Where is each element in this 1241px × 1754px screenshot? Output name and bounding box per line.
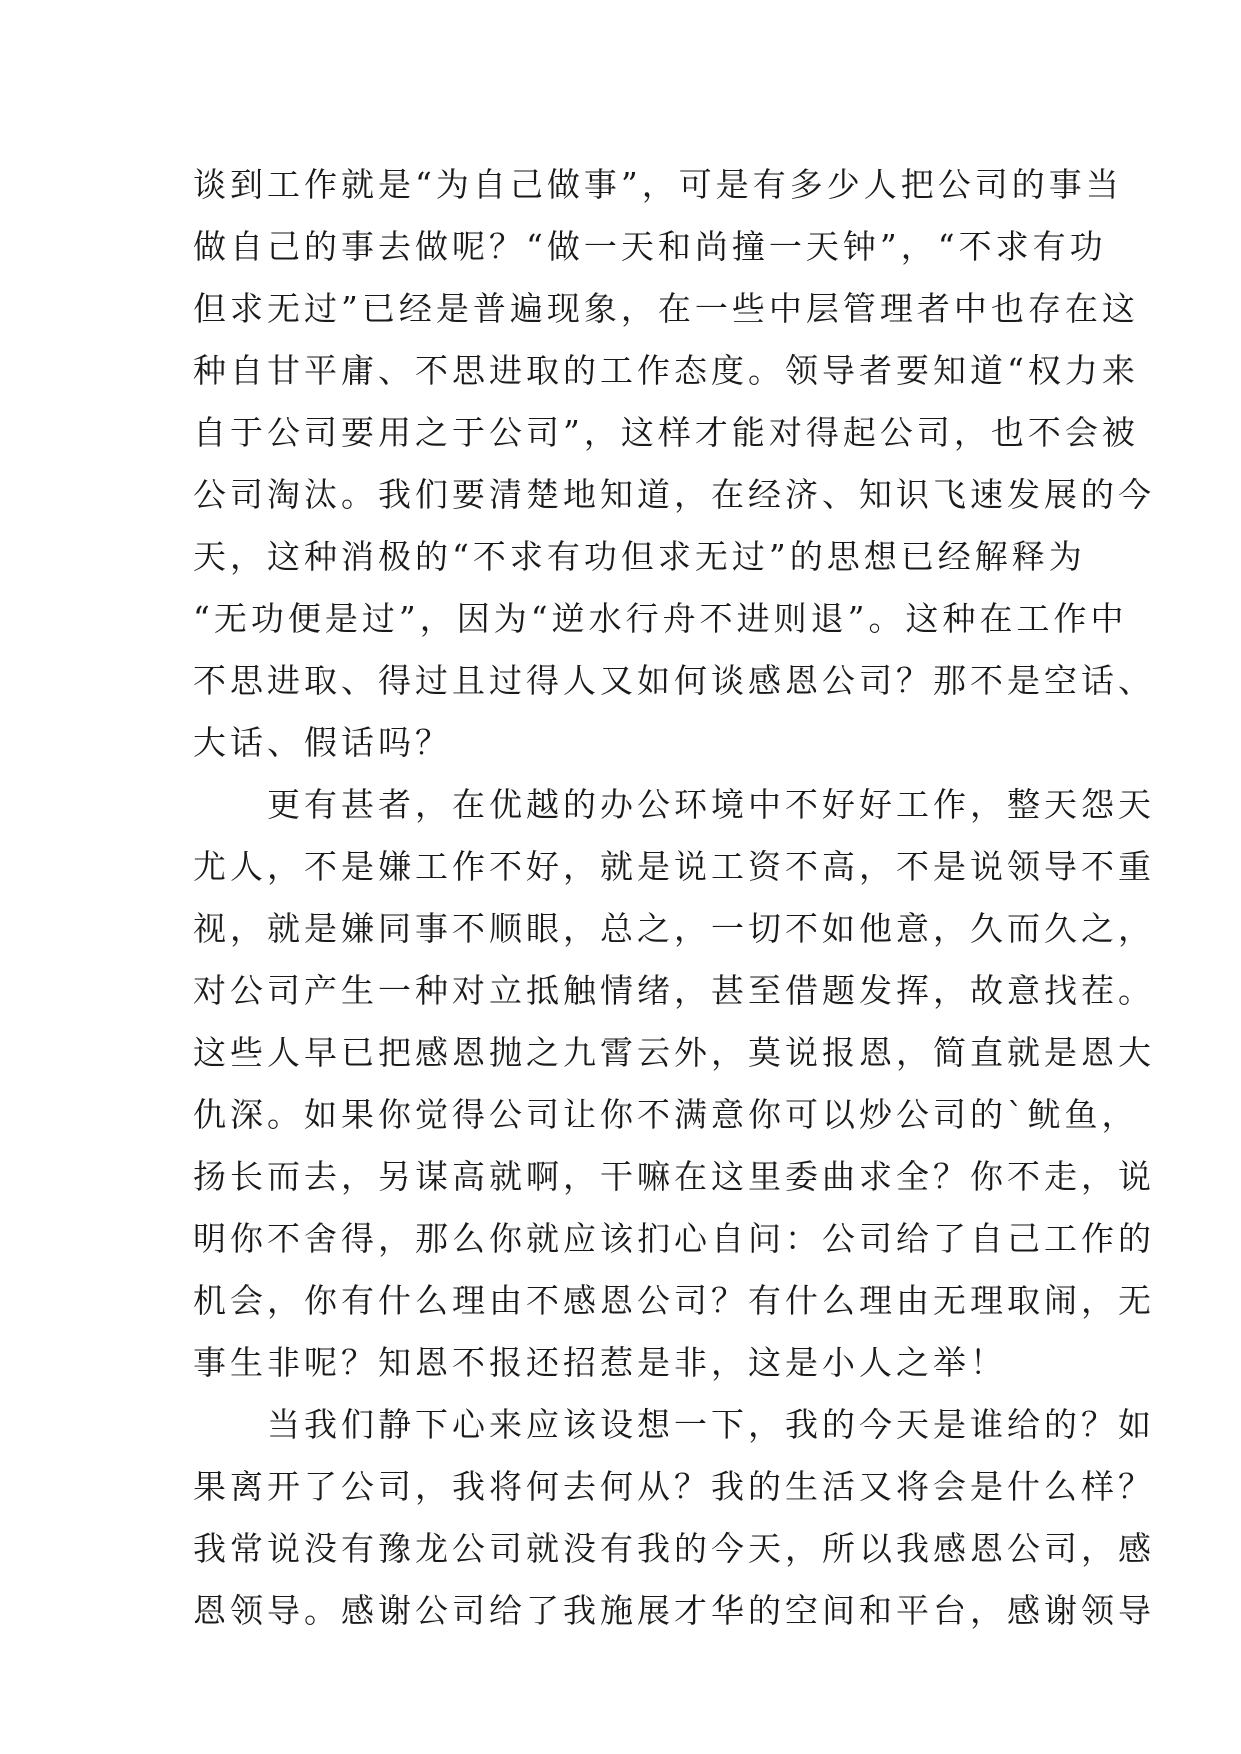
text-line: 事生非呢？知恩不报还招惹是非，这是小人之举！	[193, 1343, 1007, 1382]
text-line: 仇深。如果你觉得公司让你不满意你可以炒公司的`鱿鱼，	[193, 1095, 1139, 1134]
text-line: 天，这种消极的“不求有功但求无过”的思想已经解释为	[193, 537, 1086, 576]
text-line: 更有甚者，在优越的办公环境中不好好工作，整天怨天	[193, 785, 1155, 824]
text-line: 机会，你有什么理由不感恩公司？有什么理由无理取闹，无	[193, 1281, 1155, 1320]
text-line: 公司淘汰。我们要清楚地知道，在经济、知识飞速发展的今	[193, 475, 1155, 514]
text-line: 但求无过”已经是普遍现象，在一些中层管理者中也存在这	[193, 289, 1139, 328]
text-line: 当我们静下心来应该设想一下，我的今天是谁给的？如	[193, 1405, 1155, 1444]
text-line: 谈到工作就是“为自己做事”，可是有多少人把公司的事当	[193, 165, 1123, 204]
text-line: “无功便是过”，因为“逆水行舟不进则退”。这种在工作中	[193, 599, 1128, 638]
text-line: 大话、假话吗？	[193, 723, 452, 762]
text-line: 视，就是嫌同事不顺眼，总之，一切不如他意，久而久之，	[193, 909, 1155, 948]
text-line: 对公司产生一种对立抵触情绪，甚至借题发挥，故意找茬。	[193, 971, 1155, 1010]
text-line: 种自甘平庸、不思进取的工作态度。领导者要知道“权力来	[193, 351, 1139, 390]
text-line: 尤人，不是嫌工作不好，就是说工资不高，不是说领导不重	[193, 847, 1155, 886]
text-line: 扬长而去，另谋高就啊，干嘛在这里委曲求全？你不走，说	[193, 1157, 1155, 1196]
text-line: 自于公司要用之于公司”，这样才能对得起公司，也不会被	[193, 413, 1139, 452]
text-line: 明你不舍得，那么你就应该扪心自问：公司给了自己工作的	[193, 1219, 1155, 1258]
text-line: 我常说没有豫龙公司就没有我的今天，所以我感恩公司，感	[193, 1529, 1155, 1568]
text-line: 果离开了公司，我将何去何从？我的生活又将会是什么样？	[193, 1467, 1155, 1506]
body-text	[193, 154, 1155, 1642]
text-line: 恩领导。感谢公司给了我施展才华的空间和平台，感谢领导	[193, 1591, 1155, 1630]
text-line: 做自己的事去做呢？“做一天和尚撞一天钟”，“不求有功	[193, 227, 1107, 266]
text-line: 这些人早已把感恩抛之九霄云外，莫说报恩，简直就是恩大	[193, 1033, 1155, 1072]
text-line: 不思进取、得过且过得人又如何谈感恩公司？那不是空话、	[193, 661, 1155, 700]
